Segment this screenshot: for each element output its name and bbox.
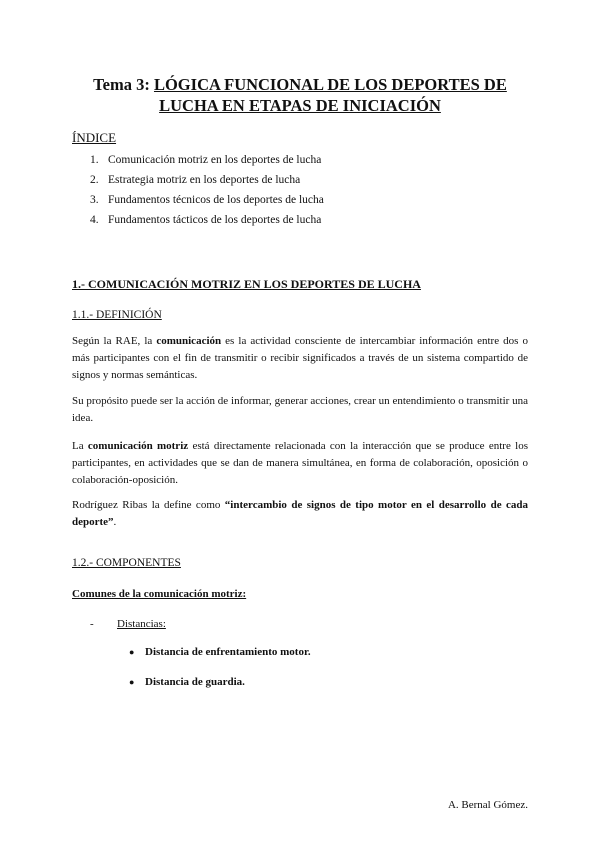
bullet-item bbox=[129, 646, 311, 658]
toc-item-number: 4. bbox=[90, 214, 99, 226]
section-1-heading: 1.- COMUNICACIÓN MOTRIZ EN LOS DEPORTES DE LUCHA bbox=[72, 277, 421, 291]
distancias-label: Distancias: bbox=[117, 618, 166, 630]
paragraph-text: está directamente relacionada con la interacción que se produce entre los participantes, en actividades que se dan de manera simultánea, en forma de colaboración, oposición o colaboración-oposición. bbox=[72, 440, 528, 486]
table-of-contents bbox=[90, 152, 324, 232]
comunes-heading: Comunes de la comunicación motriz: bbox=[72, 588, 247, 600]
toc-item bbox=[90, 212, 324, 232]
toc-item bbox=[90, 192, 324, 212]
quoted-definition: “intercambio de signos de tipo motor en el desarrollo de cada deporte” bbox=[72, 499, 528, 528]
title-line-2: LUCHA EN ETAPAS DE INICIACIÓN bbox=[159, 96, 441, 115]
bullet-item bbox=[129, 676, 245, 688]
term-comunicacion: comunicación bbox=[156, 335, 222, 347]
term-comunicacion-motriz: comunicación motriz bbox=[87, 440, 189, 452]
footer-author: A. Bernal Gómez. bbox=[447, 799, 528, 811]
toc-item-label: Fundamentos técnicos de los deportes de lucha bbox=[108, 194, 324, 206]
list-item-distancias bbox=[90, 618, 166, 630]
dash-marker: - bbox=[90, 618, 94, 630]
subsection-definicion-heading: 1.1.- DEFINICIÓN bbox=[72, 309, 162, 321]
paragraph-text: es la actividad consciente de intercambiar información entre dos o más participantes con el fin de transmitir o recibir significados a través de un sistema compartido de signos y normas semánticas. bbox=[72, 335, 528, 381]
title-line-1: LÓGICA FUNCIONAL DE LOS DEPORTES DE bbox=[153, 75, 507, 94]
paragraph-rodriguez-ribas bbox=[72, 497, 528, 531]
index-heading: ÍNDICE bbox=[72, 130, 117, 145]
paragraph-text: Según la RAE, la bbox=[72, 335, 157, 347]
bullet-text: Distancia de guardia. bbox=[145, 676, 245, 688]
paragraph-purpose: Su propósito puede ser la acción de informar, generar acciones, crear un entendimiento o transmitir una idea. bbox=[72, 395, 528, 424]
paragraph-text: . bbox=[113, 516, 117, 528]
subsection-componentes-heading: 1.2.- COMPONENTES bbox=[72, 557, 181, 569]
toc-item bbox=[90, 172, 324, 192]
paragraph-rae-definition bbox=[72, 333, 528, 384]
toc-item-number: 2. bbox=[90, 174, 99, 186]
bullet-text: Distancia de enfrentamiento motor. bbox=[145, 646, 311, 658]
toc-item-label: Fundamentos tácticos de los deportes de lucha bbox=[108, 214, 322, 226]
paragraph-text: Rodríguez Ribas la define como bbox=[72, 499, 225, 511]
paragraph-text: La bbox=[72, 440, 88, 452]
bullet-dot-icon: ● bbox=[129, 677, 135, 687]
toc-item-label: Comunicación motriz en los deportes de lucha bbox=[108, 154, 322, 166]
toc-item-number: 3. bbox=[90, 194, 99, 206]
title-prefix: Tema 3: bbox=[93, 75, 154, 94]
toc-item bbox=[90, 152, 324, 172]
paragraph-comunicacion-motriz bbox=[72, 438, 528, 489]
toc-item-number: 1. bbox=[90, 154, 99, 166]
bullet-dot-icon: ● bbox=[129, 647, 135, 657]
page-title bbox=[60, 74, 540, 116]
toc-item-label: Estrategia motriz en los deportes de lucha bbox=[108, 174, 301, 186]
